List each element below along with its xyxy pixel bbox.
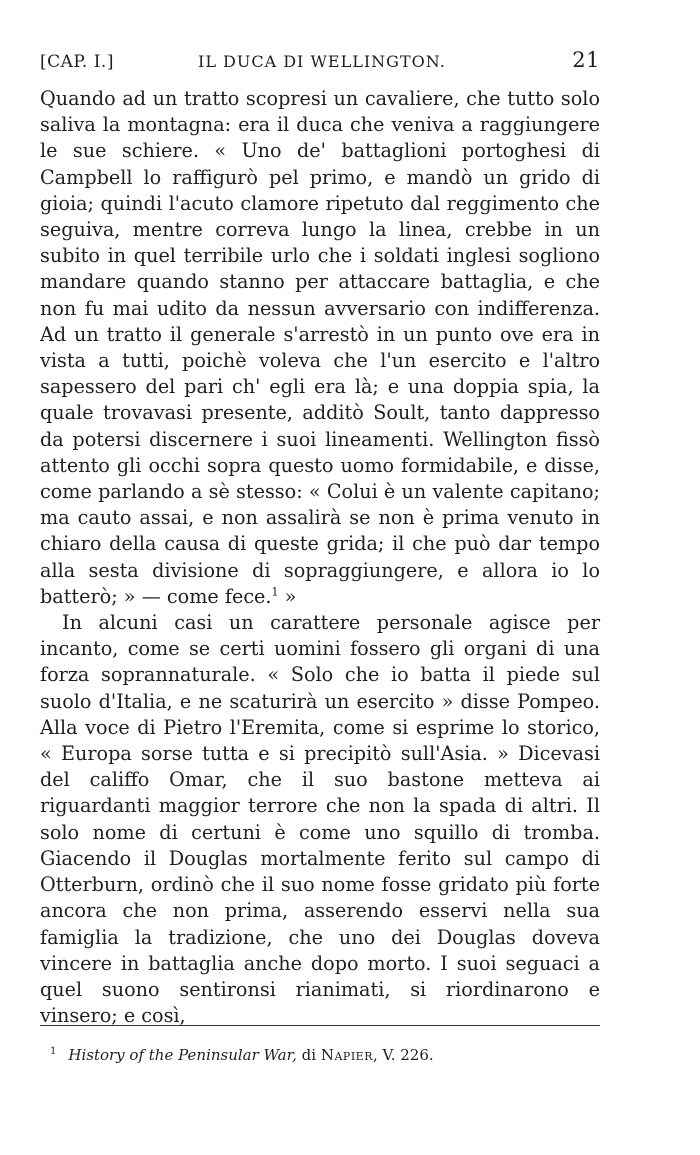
paragraph-1-text: Quando ad un tratto scopresi un cavaliere, che tutto solo saliva la montagna: era il duca che veniva a raggiungere le sue schiere. « Uno de' battaglioni portoghesi di Campbell lo raffigurò pel primo, e mandò un grido di gioia; quindi l'acuto clamore ripetuto dal reggimento che seguiva, mentre correva lungo la linea, crebbe in un subito in quel terribile urlo che i soldati inglesi sogliono mandare quando stanno per attaccare battaglia, e che non fu mai udito da nessun avversario con indifferenza. Ad un tratto il generale s'arrestò in un punto ove era in vista a tutti, poichè voleva che l'un esercito e l'altro sapessero del pari ch' egli era là; e una doppia spia, la quale trovavasi presente, additò Soult, tanto dappresso da potersi discernere i suoi lineamenti. Wellington fissò attento gli occhi sopra questo uomo formidabile, e disse, come parlando a sè stesso: « Colui è un valente capitano; ma cauto assai, e non assalirà se non è prima venuto in chiaro della causa di queste grida; il che può dar tempo alla sesta divisione di sopraggiungere, e allora io lo batterò; » — come fece.	[40, 87, 600, 608]
footnote-work-title: History of the Peninsular War,	[68, 1046, 297, 1064]
running-title: IL DUCA DI WELLINGTON.	[198, 52, 446, 71]
footnote-reference: 1	[271, 585, 279, 599]
paragraph-2-text: In alcuni casi un carattere personale agisce per incanto, come se certi uomini fossero gli organi di una forza soprannaturale. « Solo che io batta il piede sul suolo d'Italia, e ne scaturirà un esercito » disse Pompeo. Alla voce di Pietro l'Eremita, come si esprime lo storico, « Europa sorse tutta e si precipitò sull'Asia. » Dicevasi del califfo Omar, che il suo bastone metteva ai riguardanti maggior terrore che non la spada di altri. Il solo nome di certuni è come uno squillo di tromba. Giacendo il Douglas mortalmente ferito sul campo di Otterburn, ordinò che il suo nome fosse gridato più forte ancora che non prima, asserendo esservi nella sua famiglia la tradizione, che uno dei Douglas doveva vincere in battaglia anche dopo morto. I suoi seguaci a quel suono sentironsi rianimati, si riordinarono e vinsero; e così,	[40, 611, 600, 1028]
footnote-connector: di	[296, 1046, 321, 1064]
footnote	[40, 1042, 600, 1065]
footnote-author: Napier	[320, 1046, 373, 1064]
paragraph-1-closing: »	[278, 584, 297, 608]
running-head	[40, 48, 600, 82]
paragraph-1	[40, 86, 600, 610]
body-text	[40, 86, 600, 1029]
footnote-citation: , V. 226.	[372, 1046, 434, 1064]
footnote-divider	[40, 1025, 600, 1026]
page-number: 21	[572, 48, 600, 72]
paragraph-2	[40, 610, 600, 1029]
footnote-mark: 1	[50, 1046, 57, 1057]
chapter-label: [CAP. I.]	[40, 52, 114, 72]
